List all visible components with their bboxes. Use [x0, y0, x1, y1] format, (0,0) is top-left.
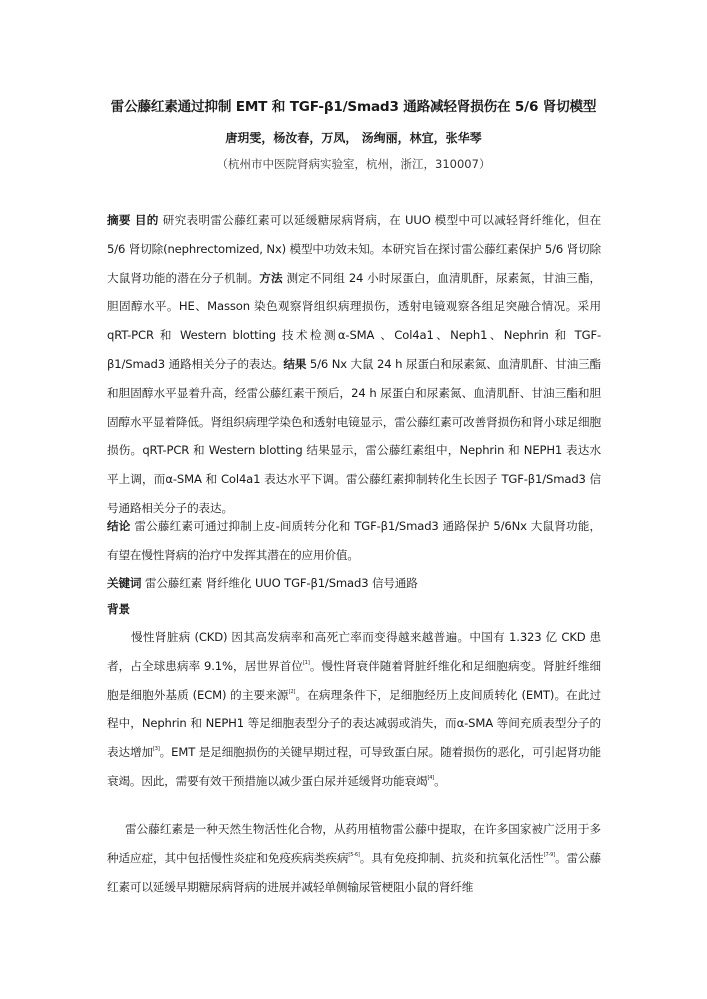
citation-ref: [5-6]: [348, 851, 360, 858]
citation-ref: [2]: [288, 688, 296, 695]
p1-text-b: 。慢性肾衰伴随着肾脏纤维化和足细胞病变。肾脏纤维细胞是细胞外基质 (ECM) 的主要来源: [107, 658, 601, 702]
p2-text-c: 。雷公藤红素可以延缓早期糖尿病肾病的进展并减轻单侧输尿管梗阻小鼠的肾纤维: [107, 850, 601, 894]
citation-ref: [4]: [427, 774, 435, 781]
p1-text-c: 。在病理条件下，足细胞经历上皮间质转化 (EMT)。在此过程中，Nephrin 和 NEPH1 等足细胞表型分子的表达减弱或消失，而α-SMA 等间充质表型分子的表达增加: [107, 687, 602, 760]
conclusion-text: 雷公藤红素可通过抑制上皮-间质转分化和 TGF-β1/Smad3 通路保护 5/6Nx 大鼠肾功能，有望在慢性肾病的治疗中发挥其潜在的应用价值。: [107, 519, 601, 562]
abstract-label: 摘要: [107, 213, 131, 227]
background-paragraph-2: [107, 815, 601, 901]
citation-ref: [1]: [302, 659, 310, 666]
keywords-label: 关键词: [107, 576, 142, 590]
aim-label: 目的: [134, 213, 159, 227]
abstract-section: [107, 206, 601, 523]
method-label: 方法: [259, 270, 283, 285]
method-text: 测定不同组 24 小时尿蛋白，血清肌酐，尿素氮，甘油三酯，胆固醇水平。HE、Masson 染色观察肾组织病理损伤，透射电镜观察各组足突融合情况。采用 qRT-PCR 和 Western blotting 技术检测α-SMA 、Col4a1、Neph1、Nephrin 和 TGF-β1/Smad3 通路相关分子的表达。: [107, 270, 601, 371]
p2-text-b: 。具有免疫抑制、抗炎和抗氧化活性: [359, 850, 544, 865]
affiliation: （杭州市中医院肾病实验室，杭州，浙江，310007）: [216, 157, 491, 171]
citation-ref: [3]: [152, 746, 160, 753]
citation-ref: [7-9]: [543, 851, 556, 858]
keywords-section: [107, 569, 601, 598]
p1-text-e: 。: [434, 773, 446, 788]
aim-text: 研究表明雷公藤红素可以延缓糖尿病肾病，在 UUO 模型中可以减轻肾纤维化，但在 5/6 肾切除(nephrectomized, Nx) 模型中功效未知。本研究旨在探讨雷公藤红素保护 5/6 肾切除大鼠肾功能的潜在分子机制。: [107, 213, 602, 285]
paper-title: 雷公藤红素通过抑制 EMT 和 TGF-β1/Smad3 通路减轻肾损伤在 5/6 肾切模型: [110, 99, 597, 115]
background-paragraph-1: [107, 623, 601, 796]
p1-text-a: 慢性肾脏病 (CKD) 因其高发病率和高死亡率而变得越来越普遍。中国有 1.323 亿 CKD 患者，占全球患病率 9.1%，居世界首位: [107, 630, 601, 673]
p1-text-d: 。EMT 是足细胞损伤的关键早期过程，可导致蛋白尿。随着损伤的恶化，可引起肾功能衰竭。因此，需要有效干预措施以减少蛋白尿并延缓肾功能衰竭: [107, 745, 601, 788]
result-text: 5/6 Nx 大鼠 24 h 尿蛋白和尿素氮、血清肌酐、甘油三酯和胆固醇水平显着升高，经雷公藤红素干预后，24 h 尿蛋白和尿素氮、血清肌酐、甘油三酯和胆固醇水平显着降低。肾组织病理学染色和透射电镜显示，雷公藤红素可改善肾损伤和肾小球足细胞损伤。qRT-PCR 和 Western blotting 结果显示，雷公藤红素组中，Nephrin 和 NEPH1 表达水平上调，而α-SMA 和 Col4a1 表达水平下调。雷公藤红素抑制转化生长因子 TGF-β1/Smad3 信号通路相关分子的表达。: [107, 356, 601, 515]
background-heading: 背景: [107, 602, 130, 616]
conclusion-label: 结论: [107, 519, 131, 533]
p2-text-a: 雷公藤红素是一种天然生物活性化合物，从药用植物雷公藤中提取，在许多国家被广泛用于多种适应症，其中包括慢性炎症和免疫疾病类疾病: [107, 822, 601, 865]
result-label: 结果: [283, 356, 307, 371]
keywords-text: 雷公藤红素 肾纤维化 UUO TGF-β1/Smad3 信号通路: [144, 576, 418, 590]
conclusion-section: [107, 512, 601, 570]
author-list: 唐玥雯，杨汝春，万凤， 汤绚丽，林宜，张华琴: [225, 131, 482, 145]
